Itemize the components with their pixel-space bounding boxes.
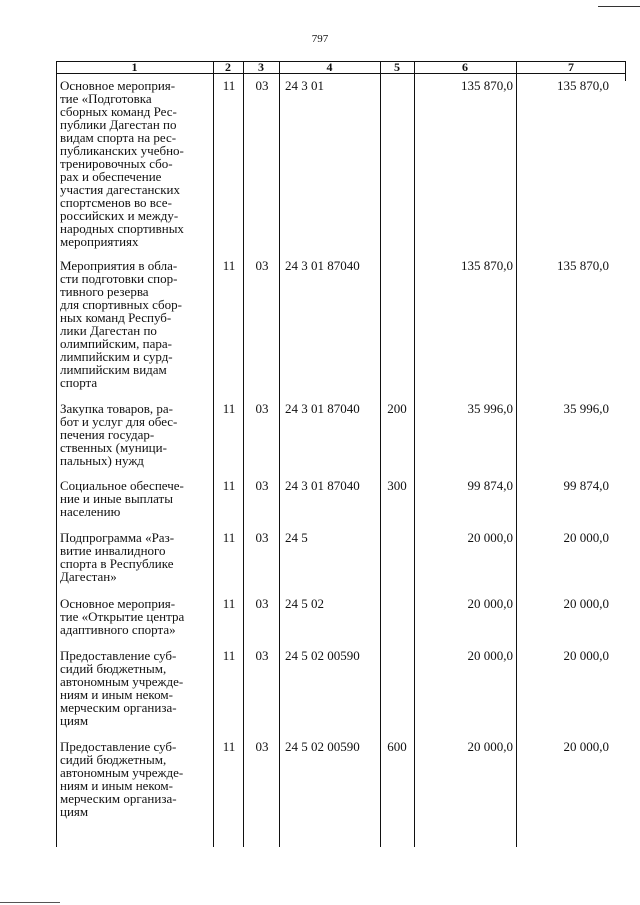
subsection-code: 03: [255, 739, 269, 754]
col-divider: [243, 61, 244, 847]
column-header: 2: [225, 60, 231, 74]
amount-col-6: 20 000,0: [467, 596, 513, 611]
section-code: 11: [222, 596, 236, 611]
section-code: 11: [222, 78, 236, 93]
budget-table: [56, 61, 626, 847]
amount-col-7: 135 870,0: [557, 258, 609, 273]
item-name: Мероприятия в обла- сти подготовки спор- тивного резерва для спортивных сбор- ных команд Респуб- лики Дагестан по олимпийским, пара- лимпийским и сурд- лимпийским видам спорта: [60, 258, 182, 390]
section-code: 11: [222, 530, 236, 545]
column-header: 6: [462, 60, 468, 74]
item-name: Закупка товаров, ра- бот и услуг для обес- печения государ- ственных (муници- пальных) нужд: [60, 401, 178, 468]
amount-col-7: 20 000,0: [563, 739, 609, 754]
target-article-code: 24 5 02: [285, 596, 324, 611]
item-name: Социальное обеспече- ние и иные выплаты населению: [60, 478, 184, 519]
column-header: 3: [258, 60, 264, 74]
item-name: Предоставление суб- сидий бюджетным, автономным учрежде- ниям и иным неком- мерческим организа- циям: [60, 739, 184, 819]
expense-type-code: 300: [387, 478, 407, 493]
amount-col-6: 20 000,0: [467, 739, 513, 754]
corner-rule: [598, 6, 640, 7]
target-article-code: 24 3 01 87040: [285, 401, 360, 416]
item-name: Предоставление суб- сидий бюджетным, автономным учрежде- ниям и иным неком- мерческим организа- циям: [60, 648, 184, 728]
amount-col-6: 35 996,0: [467, 401, 513, 416]
amount-col-6: 135 870,0: [461, 258, 513, 273]
col-divider: [380, 61, 381, 847]
subsection-code: 03: [255, 78, 269, 93]
expense-type-code: 600: [387, 739, 407, 754]
amount-col-7: 20 000,0: [563, 648, 609, 663]
subsection-code: 03: [255, 648, 269, 663]
column-header: 1: [131, 60, 138, 74]
target-article-code: 24 5 02 00590: [285, 739, 360, 754]
section-code: 11: [222, 739, 236, 754]
col-divider: [56, 61, 57, 847]
amount-col-7: 35 996,0: [563, 401, 609, 416]
amount-col-6: 20 000,0: [467, 530, 513, 545]
section-code: 11: [222, 478, 236, 493]
section-code: 11: [222, 648, 236, 663]
col-divider: [516, 61, 517, 847]
item-name: Основное мероприя- тие «Открытие центра адаптивного спорта»: [60, 596, 185, 637]
amount-col-7: 135 870,0: [557, 78, 609, 93]
target-article-code: 24 3 01 87040: [285, 258, 360, 273]
amount-col-6: 135 870,0: [461, 78, 513, 93]
amount-col-6: 99 874,0: [467, 478, 513, 493]
column-header: 4: [326, 60, 333, 74]
amount-col-7: 20 000,0: [563, 596, 609, 611]
target-article-code: 24 3 01 87040: [285, 478, 360, 493]
target-article-code: 24 5 02 00590: [285, 648, 360, 663]
subsection-code: 03: [255, 401, 269, 416]
target-article-code: 24 5: [285, 530, 308, 545]
page-number: 797: [311, 33, 329, 45]
amount-col-7: 99 874,0: [563, 478, 609, 493]
item-name: Подпрограмма «Раз- витие инвалидного спорта в Республике Дагестан»: [60, 530, 175, 584]
bottom-rule: [0, 902, 60, 903]
section-code: 11: [222, 401, 236, 416]
expense-type-code: 200: [387, 401, 407, 416]
target-article-code: 24 3 01: [285, 78, 324, 93]
column-header: 7: [568, 60, 574, 74]
subsection-code: 03: [255, 596, 269, 611]
col-divider: [279, 61, 280, 847]
column-header: 5: [394, 60, 400, 74]
amount-col-6: 20 000,0: [467, 648, 513, 663]
amount-col-7: 20 000,0: [563, 530, 609, 545]
section-code: 11: [222, 258, 236, 273]
subsection-code: 03: [255, 530, 269, 545]
item-name: Основное мероприя- тие «Подготовка сборных команд Рес- публики Дагестан по видам спорта на рес- публиканских учебно- тренировочных сбо- рах и обеспечение участия дагестанских спортсменов во все- российских и между- народных спортивных мероприятиях: [60, 78, 184, 249]
subsection-code: 03: [255, 478, 269, 493]
subsection-code: 03: [255, 258, 269, 273]
col-divider: [213, 61, 214, 847]
col-divider: [414, 61, 415, 847]
